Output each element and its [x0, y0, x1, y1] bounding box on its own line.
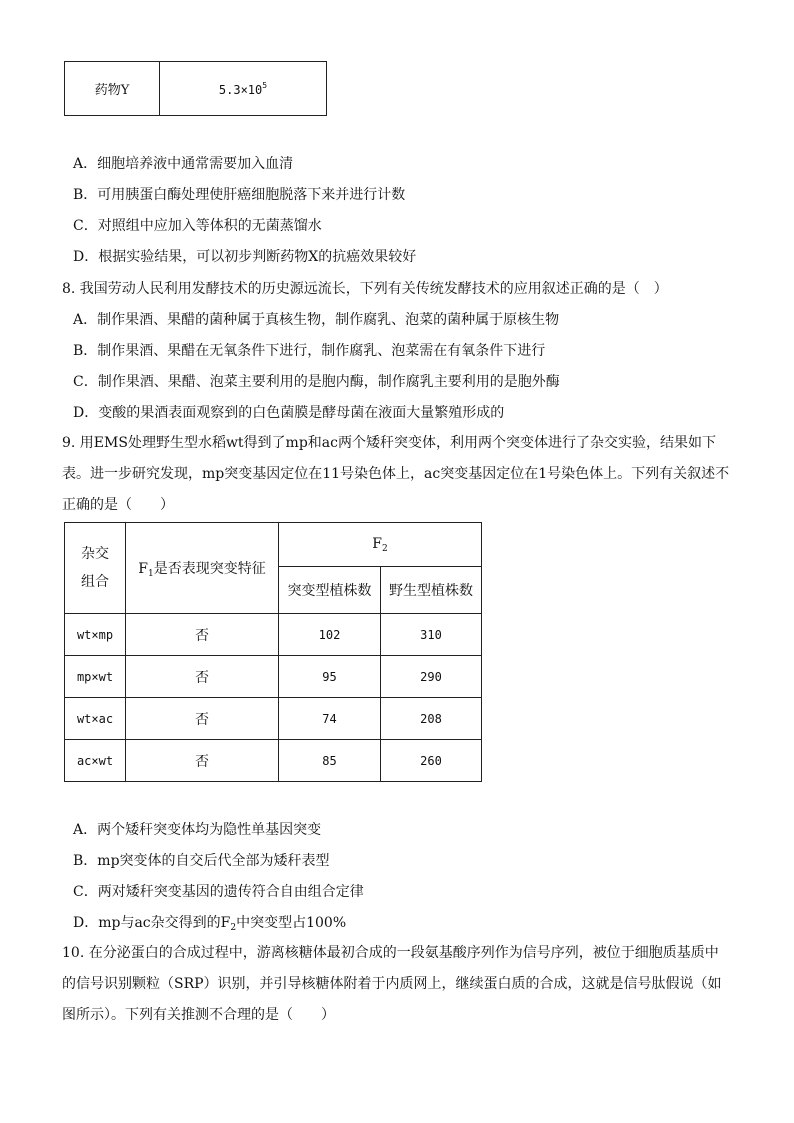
q8-stem: 8. 我国劳动人民利用发酵技术的历史源远流长，下列有关传统发酵技术的应用叙述正确的是（ ）: [62, 281, 668, 297]
q9-stem: 9. 用EMS处理野生型水稻wt得到了mp和ac两个矮秆突变体，利用两个突变体进行了杂交实验，结果如下表。进一步研究发现，mp突变基因定位在11号染色体上，ac突变基因定位在1号染色体上。下列有关叙述不正确的是（ ）: [62, 435, 730, 513]
q10-stem: 10. 在分泌蛋白的合成过程中，游离核糖体最初合成的一段氨基酸序列作为信号序列，被位于细胞质基质中的信号识别颗粒（SRP）识别，并引导核糖体附着于内质网上，继续蛋白质的合成，这就是信号肽假说（如图所示）。下列有关推测不合理的是（ ）: [62, 945, 722, 1023]
header-wild: 野生型植株数: [381, 567, 482, 614]
drug-value: $5.3\times 10^5$: [160, 62, 327, 116]
q8-option-a: A．制作果酒、果醋的菌种属于真核生物，制作腐乳、泡菜的菌种属于原核生物: [73, 312, 560, 328]
header-f2: $F_2$: [279, 523, 482, 567]
q9-option-b: B．mp突变体的自交后代全部为矮秆表型: [73, 853, 330, 869]
q9-option-c: C．两对矮秆突变基因的遗传符合自由组合定律: [73, 884, 364, 900]
table-row: wt×ac 否 74 208: [65, 698, 482, 740]
q8-option-c: C．制作果酒、果醋、泡菜主要利用的是胞内酶，制作腐乳主要利用的是胞外酶: [73, 374, 560, 390]
drug-table: [64, 61, 327, 116]
header-cross: 杂交 组合: [65, 523, 126, 614]
table-row: ac×wt 否 85 260: [65, 740, 482, 782]
header-f1: $F_1$是否表现突变特征: [126, 523, 279, 614]
cross-table: [64, 522, 482, 782]
drug-label: 药物Y: [65, 62, 160, 116]
header-mutant: 突变型植株数: [279, 567, 381, 614]
table-row: wt×mp 否 102 310: [65, 614, 482, 656]
table-row: mp×wt 否 95 290: [65, 656, 482, 698]
q8-option-d: D．变酸的果酒表面观察到的白色菌膜是酵母菌在液面大量繁殖形成的: [73, 405, 505, 421]
q9-option-d: D．mp与ac杂交得到的$F_2$中突变型占100%: [73, 915, 347, 933]
q9-option-a: A．两个矮秆突变体均为隐性单基因突变: [73, 822, 322, 838]
q7-option-c: C．对照组中应加入等体积的无菌蒸馏水: [73, 218, 322, 234]
q7-option-b: B．可用胰蛋白酶处理使肝癌细胞脱落下来并进行计数: [73, 187, 406, 203]
q8-option-b: B．制作果酒、果醋在无氧条件下进行，制作腐乳、泡菜需在有氧条件下进行: [73, 343, 546, 359]
q7-option-a: A．细胞培养液中通常需要加入血清: [73, 156, 294, 172]
q7-option-d: D．根据实验结果，可以初步判断药物X的抗癌效果较好: [73, 249, 417, 265]
